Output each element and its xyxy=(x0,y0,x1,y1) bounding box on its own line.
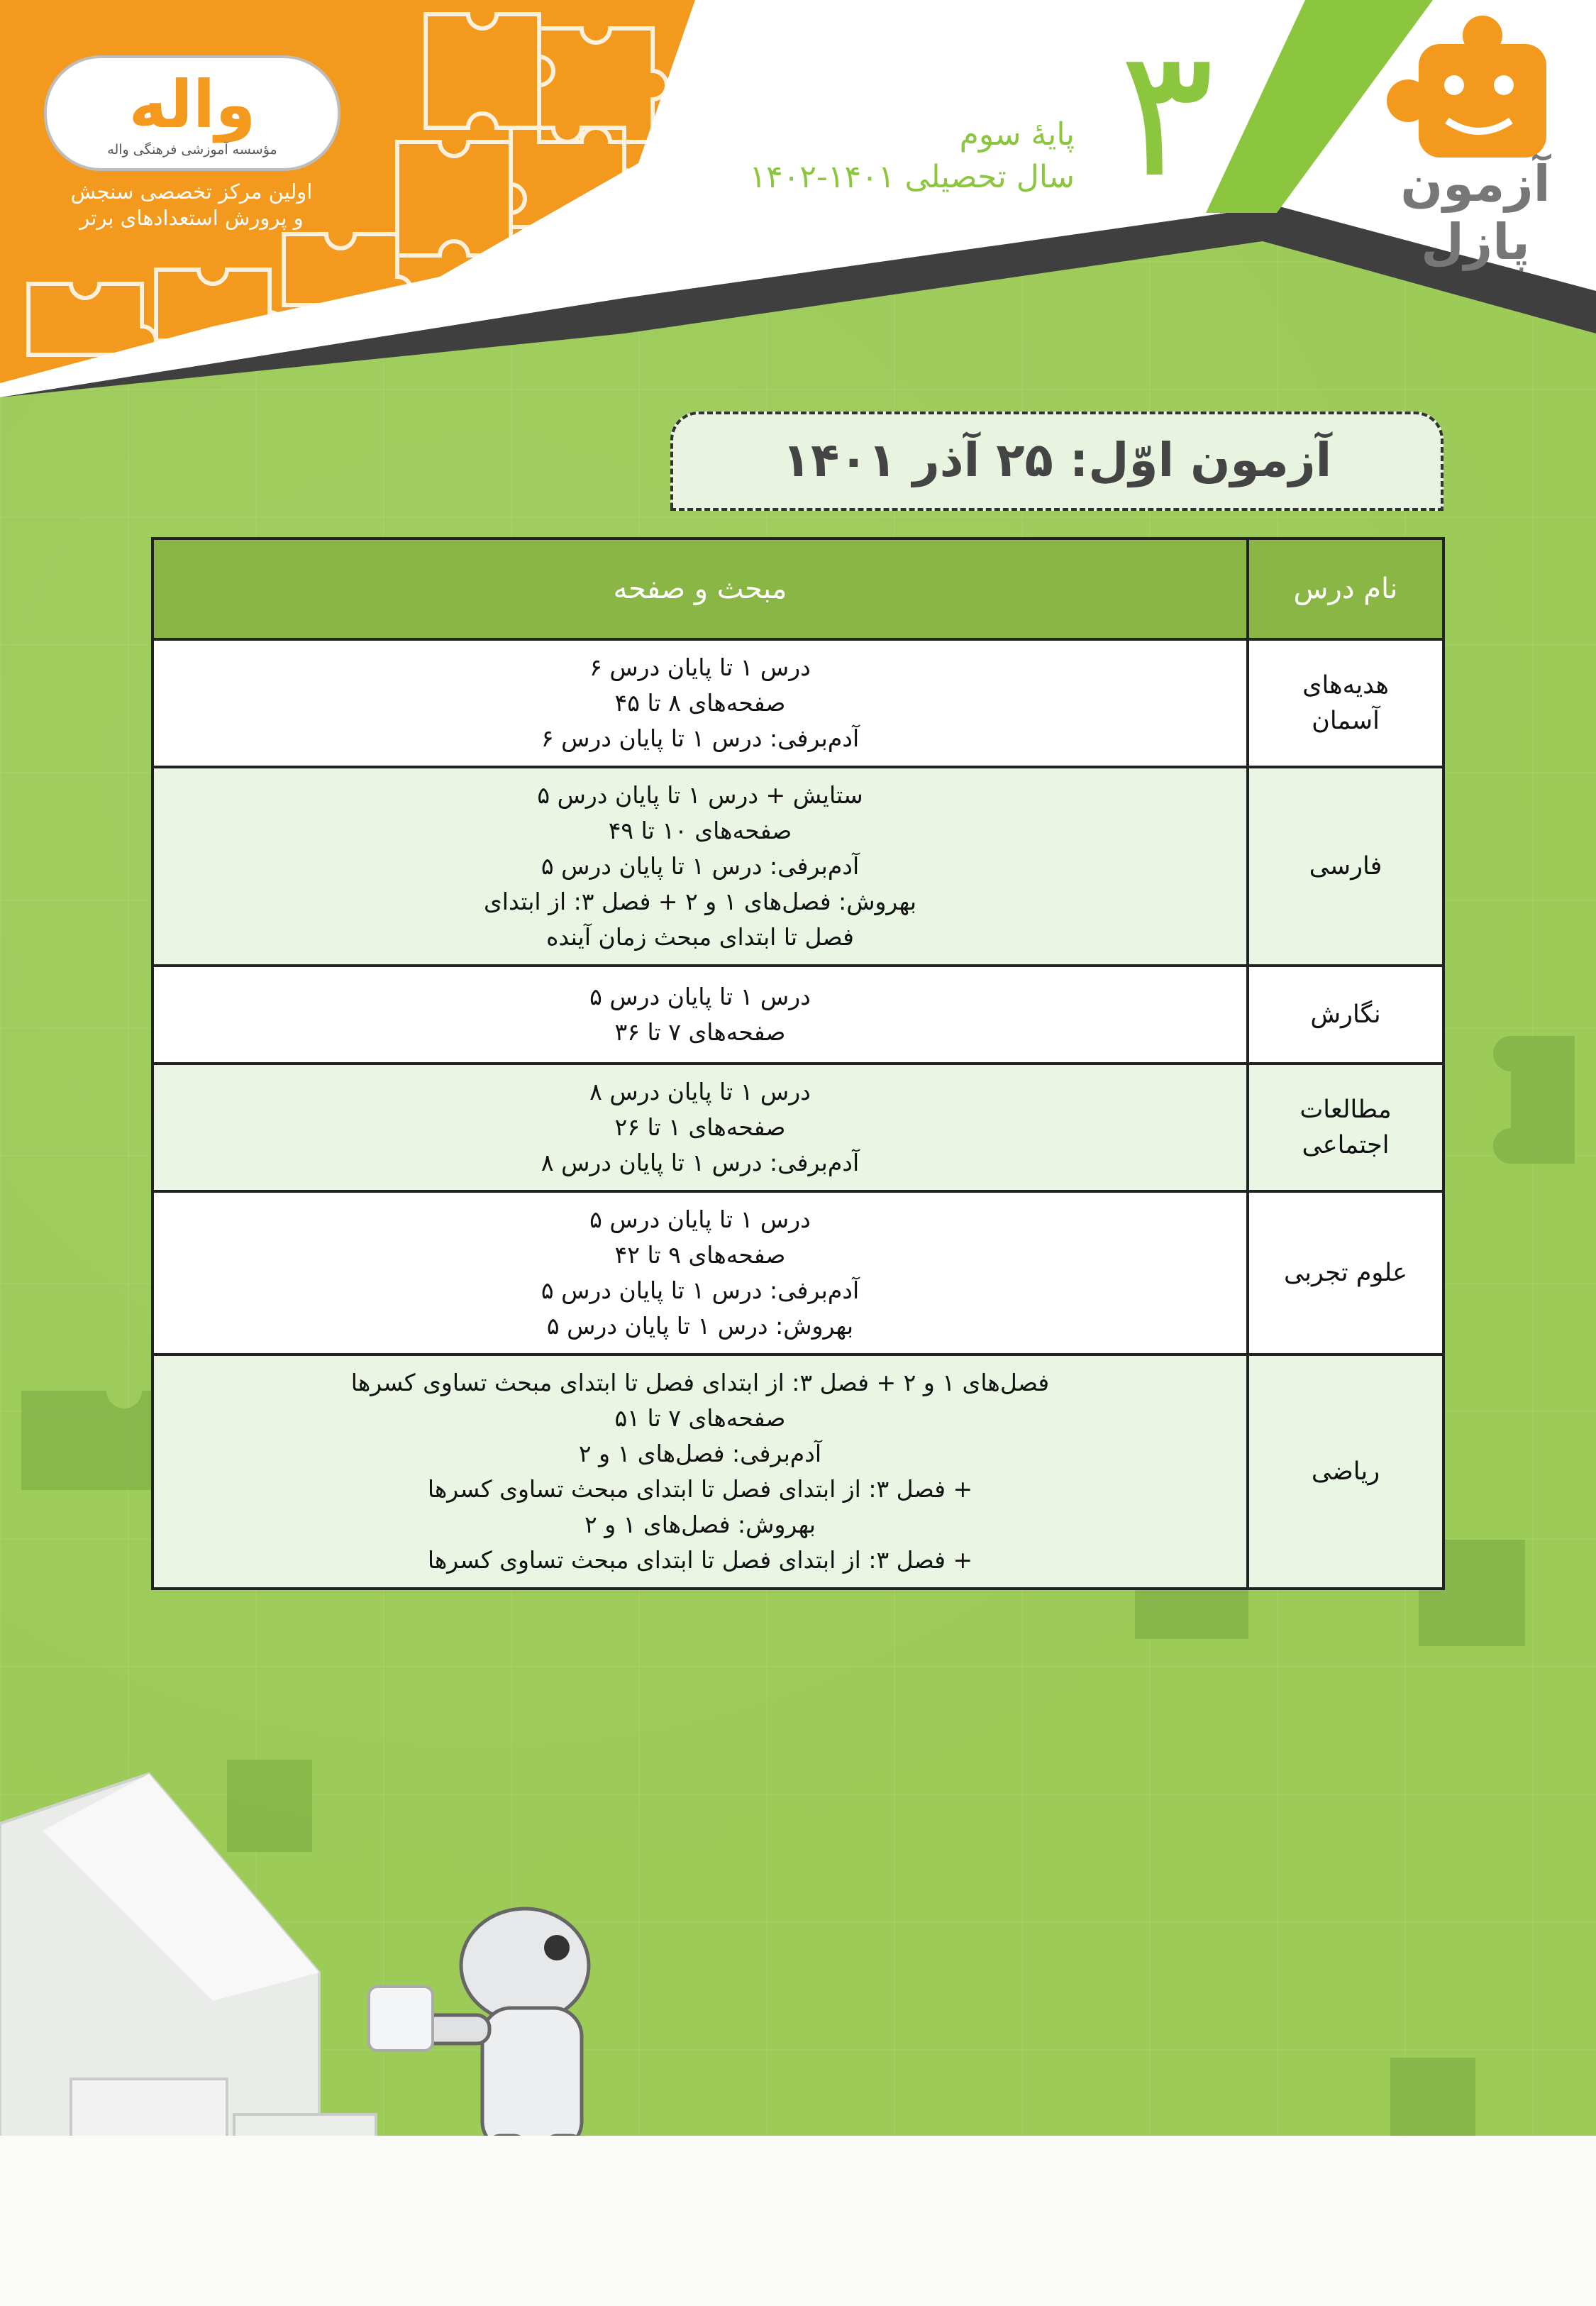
topic-line: درس ۱ تا پایان درس ۸ xyxy=(589,1078,811,1105)
vala-logo-text: واله xyxy=(128,67,256,143)
topic-cell xyxy=(153,767,1248,966)
topic-line: + فصل ۳: از ابتدای فصل تا ابتدای مبحث تساوی کسرها xyxy=(427,1475,973,1503)
table-row xyxy=(153,1355,1443,1589)
topic-line: بهروش: فصل‌های ۱ و ۲ xyxy=(584,1511,816,1538)
col-topic-header: مبحث و صفحه xyxy=(153,539,1248,639)
subject-cell xyxy=(1248,1355,1443,1589)
topic-line: آدم‌برفی: فصل‌های ۱ و ۲ xyxy=(578,1440,822,1467)
exam-title-box xyxy=(670,412,1443,511)
topic-line: بهروش: فصل‌های ۱ و ۲ + فصل ۳: از ابتدای xyxy=(483,888,917,915)
topic-line: آدم‌برفی: درس ۱ تا پایان درس ۸ xyxy=(541,1149,860,1176)
school-year: سال تحصیلی ۱۴۰۱-۱۴۰۲ xyxy=(749,159,1075,195)
subject-cell xyxy=(1248,1191,1443,1355)
vala-tagline-line-1: اولین مرکز تخصصی سنجش xyxy=(70,180,313,204)
topic-line: آدم‌برفی: درس ۱ تا پایان درس ۵ xyxy=(541,1276,860,1304)
topic-line: ستایش + درس ۱ تا پایان درس ۵ xyxy=(537,781,863,809)
table-row xyxy=(153,1064,1443,1191)
subject-line: اجتماعی xyxy=(1302,1131,1390,1159)
subject-line: هدیه‌های xyxy=(1302,671,1389,700)
topic-line: آدم‌برفی: درس ۱ تا پایان درس ۵ xyxy=(541,852,860,880)
topic-line: صفحه‌های ۷ تا ۳۶ xyxy=(614,1018,786,1046)
topic-line: صفحه‌های ۹ تا ۴۲ xyxy=(614,1241,786,1269)
topic-line: صفحه‌های ۷ تا ۵۱ xyxy=(614,1404,786,1432)
subject-cell xyxy=(1248,966,1443,1064)
topic-line: صفحه‌های ۱ تا ۲۶ xyxy=(614,1113,786,1141)
subject-line: فارسی xyxy=(1309,852,1382,881)
topic-line: بهروش: درس ۱ تا پایان درس ۵ xyxy=(546,1312,854,1340)
puzzle-brand-name: آزمون پازل xyxy=(1400,155,1551,271)
subject-line: آسمان xyxy=(1312,707,1380,735)
exam-title: آزمون اوّل: ۲۵ آذر ۱۴۰۱ xyxy=(782,433,1332,487)
white-ground xyxy=(0,2136,1596,2306)
table-header-row xyxy=(153,539,1443,639)
topic-line: + فصل ۳: از ابتدای فصل تا ابتدای مبحث تساوی کسرها xyxy=(427,1546,973,1574)
table-row xyxy=(153,966,1443,1064)
table-row xyxy=(153,1191,1443,1355)
vala-logo-subtitle: مؤسسه آموزشی فرهنگی واله xyxy=(107,142,277,158)
vala-tagline-line-2: و پرورش استعدادهای برتر xyxy=(79,206,304,230)
topic-cell xyxy=(153,966,1248,1064)
subject-cell xyxy=(1248,639,1443,767)
topic-line: درس ۱ تا پایان درس ۵ xyxy=(589,983,811,1010)
topic-line: درس ۱ تا پایان درس ۵ xyxy=(589,1206,811,1233)
subject-line: ریاضی xyxy=(1311,1457,1380,1486)
topic-line: آدم‌برفی: درس ۱ تا پایان درس ۶ xyxy=(541,724,860,752)
subject-cell xyxy=(1248,1064,1443,1191)
topic-line: صفحه‌های ۱۰ تا ۴۹ xyxy=(608,817,792,844)
topic-line: صفحه‌های ۸ تا ۴۵ xyxy=(614,689,786,717)
table-row xyxy=(153,767,1443,966)
grade-label: پایهٔ سوم xyxy=(959,116,1075,153)
subject-line: مطالعات xyxy=(1299,1096,1392,1124)
table-row xyxy=(153,639,1443,767)
subject-line: علوم تجربی xyxy=(1284,1259,1407,1287)
subject-cell xyxy=(1248,767,1443,966)
topic-cell xyxy=(153,1064,1248,1191)
subject-line: نگارش xyxy=(1310,1000,1381,1029)
grade-info xyxy=(660,114,1075,199)
topic-cell xyxy=(153,1355,1248,1589)
vala-logo xyxy=(44,55,340,171)
topic-cell xyxy=(153,1191,1248,1355)
topic-line: درس ۱ تا پایان درس ۶ xyxy=(589,653,811,681)
topic-cell xyxy=(153,639,1248,767)
syllabus-table xyxy=(151,537,1445,1590)
topic-line: فصل تا ابتدای مبحث زمان آینده xyxy=(546,923,854,951)
col-subject-header: نام درس xyxy=(1248,539,1443,639)
vala-tagline xyxy=(43,179,340,231)
topic-line: فصل‌های ۱ و ۲ + فصل ۳: از ابتدای فصل تا ابتدای مبحث تساوی کسرها xyxy=(350,1369,1050,1396)
grade-number: ۳ xyxy=(1119,10,1215,216)
